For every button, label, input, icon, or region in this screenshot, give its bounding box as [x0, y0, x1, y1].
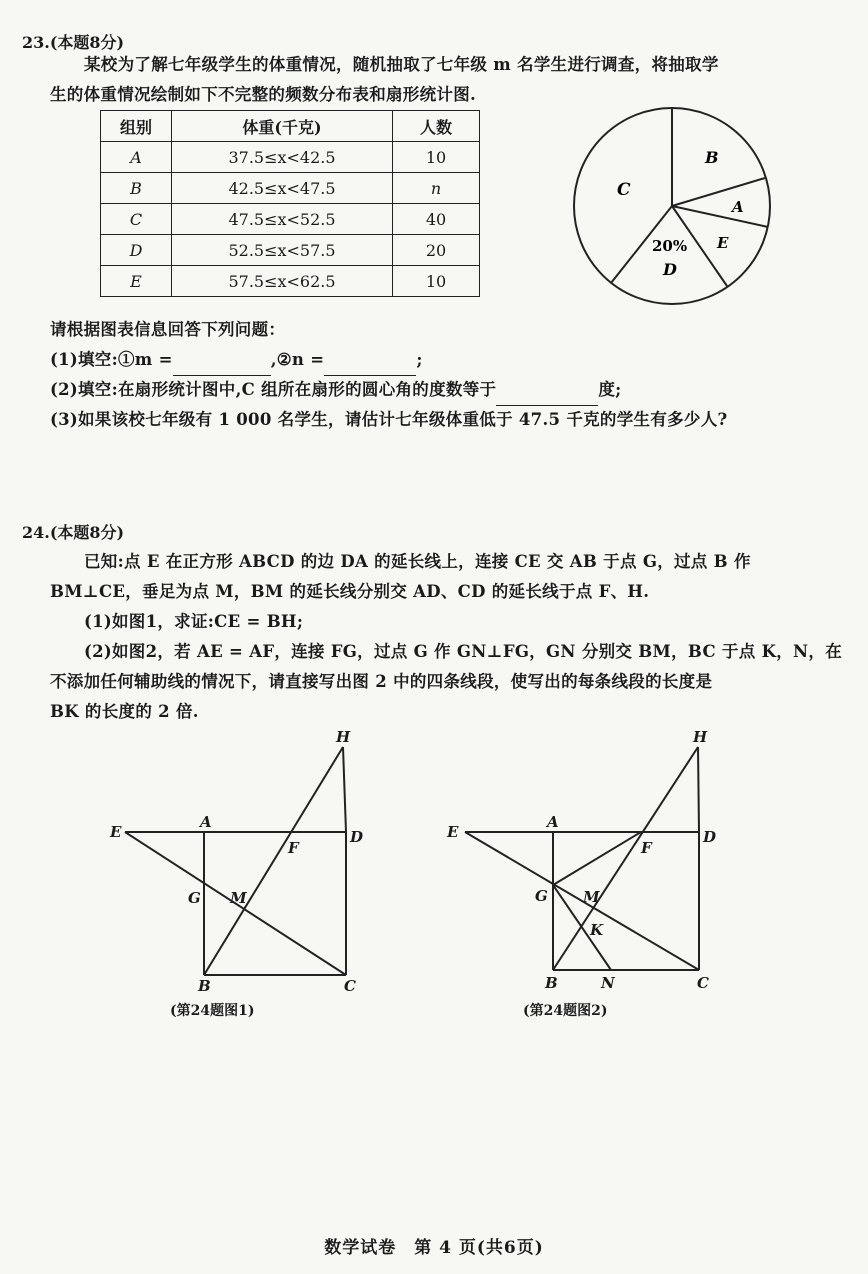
- q23-intro-line1: 某校为了解七年级学生的体重情况，随机抽取了七年级 m 名学生进行调查，将抽取学: [84, 55, 719, 74]
- cell-count: n: [393, 173, 480, 204]
- fig1-label-g: G: [188, 889, 201, 907]
- fig2-label-b: B: [545, 974, 558, 992]
- q24-points: (本题8分): [49, 523, 125, 542]
- answer-blank-angle[interactable]: [496, 375, 598, 406]
- figure-2: [435, 725, 735, 1000]
- fig2-label-n: N: [601, 974, 615, 992]
- pie-chart: [565, 105, 785, 305]
- pie-label-d-percent: 20%: [652, 237, 688, 255]
- q24-line2: BM⊥CE，垂足为点 M，BM 的延长线分别交 AD、CD 的延长线于点 F、H.: [50, 582, 650, 601]
- cell-group: B: [101, 173, 172, 204]
- fig2-label-k: K: [590, 921, 604, 939]
- answer-blank-n[interactable]: [324, 345, 416, 376]
- pie-divider-ae: [672, 206, 768, 227]
- q23-part2: [50, 375, 622, 406]
- fig1-label-a: A: [200, 813, 212, 831]
- cell-range: 37.5≤x<42.5: [172, 142, 393, 173]
- q23-part2-end: 度;: [598, 380, 622, 399]
- cell-range: 42.5≤x<47.5: [172, 173, 393, 204]
- fig1-caption: (第24题图1): [170, 1003, 255, 1019]
- table-row: [101, 173, 480, 204]
- cell-count: 10: [393, 266, 480, 297]
- table-row: [101, 204, 480, 235]
- fig2-label-f: F: [641, 839, 652, 857]
- fig2-caption: (第24题图2): [523, 1003, 608, 1019]
- q23-part1-end: ;: [416, 350, 423, 369]
- cell-group: C: [101, 204, 172, 235]
- pie-label-d: D: [663, 260, 677, 279]
- fig2-label-a: A: [547, 813, 559, 831]
- fig1-line-hd: [343, 747, 346, 832]
- answer-blank-m[interactable]: [173, 345, 271, 376]
- pie-label-e: E: [717, 234, 729, 252]
- cell-group: D: [101, 235, 172, 266]
- table-row: [101, 142, 480, 173]
- fig2-label-h: H: [693, 728, 708, 746]
- q24-line3: (1)如图1，求证:CE = BH;: [84, 612, 304, 631]
- fig1-label-m: M: [230, 889, 247, 907]
- fig2-line-hd: [698, 747, 699, 832]
- cell-group: E: [101, 266, 172, 297]
- header-group: 组别: [101, 111, 172, 142]
- cell-range: 52.5≤x<57.5: [172, 235, 393, 266]
- fig2-label-e: E: [447, 823, 459, 841]
- q23-part1: [50, 345, 423, 376]
- q23-prompt: 请根据图表信息回答下列问题：: [50, 320, 286, 339]
- table-row: [101, 266, 480, 297]
- q23-number: 23.: [22, 33, 50, 52]
- fig1-label-c: C: [344, 977, 356, 995]
- header-weight: 体重(千克): [172, 111, 393, 142]
- frequency-table: [100, 110, 480, 297]
- figure-1: [100, 725, 380, 1000]
- cell-count: 40: [393, 204, 480, 235]
- cell-group: A: [101, 142, 172, 173]
- q23-part1-n: ,②n =: [270, 350, 325, 369]
- q24-line6: BK 的长度的 2 倍.: [50, 702, 199, 721]
- fig2-line-ec: [465, 832, 699, 970]
- q23-part2-text: (2)填空:在扇形统计图中,C 组所在扇形的圆心角的度数等于: [50, 380, 497, 399]
- fig1-line-bh: [204, 747, 343, 975]
- q23-part1-m: (1)填空:①m =: [50, 350, 173, 369]
- pie-divider-ba: [672, 178, 765, 206]
- fig2-label-d: D: [703, 828, 717, 846]
- fig1-label-f: F: [288, 839, 299, 857]
- fig2-line-gf: [553, 832, 641, 885]
- q23-points: (本题8分): [49, 33, 125, 52]
- q24-number: 24.: [22, 523, 50, 542]
- q23-intro-line2: 生的体重情况绘制如下不完整的频数分布表和扇形统计图.: [50, 85, 477, 104]
- table-header-row: [101, 111, 480, 142]
- fig2-line-bh: [553, 747, 698, 970]
- q24-line1: 已知:点 E 在正方形 ABCD 的边 DA 的延长线上，连接 CE 交 AB 于点 G，过点 B 作: [84, 552, 751, 571]
- fig2-label-c: C: [697, 974, 709, 992]
- cell-count: 10: [393, 142, 480, 173]
- cell-range: 57.5≤x<62.5: [172, 266, 393, 297]
- pie-label-c: C: [617, 180, 631, 200]
- q24-line4: (2)如图2，若 AE = AF，连接 FG，过点 G 作 GN⊥FG，GN 分别交 BM，BC 于点 K，N，在: [84, 642, 842, 661]
- fig1-label-e: E: [110, 823, 122, 841]
- pie-label-a: A: [732, 198, 744, 216]
- fig1-label-h: H: [336, 728, 351, 746]
- q23-part3: (3)如果该校七年级有 1 000 名学生，请估计七年级体重低于 47.5 千克的学生有多少人?: [50, 410, 728, 429]
- q24-line5: 不添加任何辅助线的情况下，请直接写出图 2 中的四条线段，使写出的每条线段的长度是: [50, 672, 713, 691]
- fig1-label-d: D: [350, 828, 364, 846]
- page-footer: 数学试卷 第 4 页(共6页): [324, 1238, 544, 1258]
- cell-range: 47.5≤x<52.5: [172, 204, 393, 235]
- header-count: 人数: [393, 111, 480, 142]
- fig2-label-g: G: [535, 887, 548, 905]
- cell-count: 20: [393, 235, 480, 266]
- fig1-label-b: B: [198, 977, 211, 995]
- q24-header: [22, 520, 124, 543]
- fig2-label-m: M: [583, 888, 600, 906]
- pie-label-b: B: [705, 148, 719, 167]
- table-row: [101, 235, 480, 266]
